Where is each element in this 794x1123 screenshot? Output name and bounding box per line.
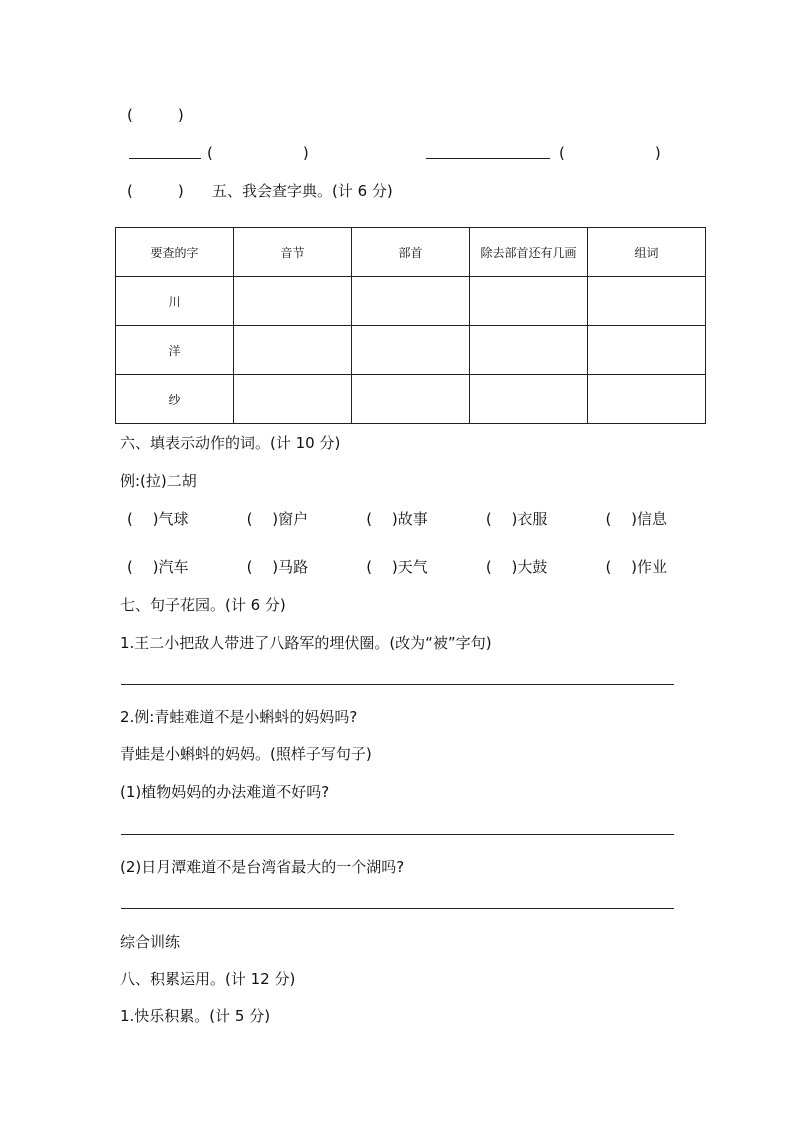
answer-line-2[interactable] xyxy=(121,834,674,835)
section7-q2-1: (1)植物妈妈的办法难道不好吗? xyxy=(120,783,330,801)
dictionary-table xyxy=(115,227,706,424)
table-row xyxy=(116,326,706,375)
table-cell[interactable] xyxy=(588,375,706,424)
section8-title: 八、积累运用。(计 12 分) xyxy=(120,970,296,988)
fill-item: ( )衣服 xyxy=(485,510,548,528)
blank-underline-2 xyxy=(426,158,550,159)
fill-item: ( )大鼓 xyxy=(485,558,548,576)
table-header-cell: 部首 xyxy=(352,228,470,277)
table-header-cell: 除去部首还有几画 xyxy=(470,228,588,277)
blank-paren-1: ( ) xyxy=(127,106,184,124)
table-cell[interactable] xyxy=(470,375,588,424)
comprehensive-heading: 综合训练 xyxy=(120,933,181,951)
table-cell[interactable] xyxy=(588,277,706,326)
table-cell: 洋 xyxy=(116,326,234,375)
section6-example: 例:(拉)二胡 xyxy=(120,472,197,490)
table-header-row xyxy=(116,228,706,277)
table-cell[interactable] xyxy=(588,326,706,375)
fill-item: ( )故事 xyxy=(366,510,428,528)
table-cell[interactable] xyxy=(352,326,470,375)
table-header-cell: 音节 xyxy=(234,228,352,277)
table-cell: 川 xyxy=(116,277,234,326)
table-cell[interactable] xyxy=(352,277,470,326)
blank-paren-2: ( ) xyxy=(207,144,309,162)
table-row xyxy=(116,277,706,326)
fill-row-1 xyxy=(127,508,667,529)
section7-q2-2: (2)日月潭难道不是台湾省最大的一个湖吗? xyxy=(120,858,405,876)
section8-q1: 1.快乐积累。(计 5 分) xyxy=(120,1007,271,1025)
fill-item: ( )信息 xyxy=(605,510,667,528)
table-cell[interactable] xyxy=(470,277,588,326)
table-cell[interactable] xyxy=(234,326,352,375)
section6-title: 六、填表示动作的词。(计 10 分) xyxy=(120,434,341,452)
section7-q2-answer: 青蛙是小蝌蚪的妈妈。(照样子写句子) xyxy=(120,745,372,763)
fill-item: ( )马路 xyxy=(246,558,309,576)
answer-line-3[interactable] xyxy=(121,908,674,909)
fill-item: ( )汽车 xyxy=(127,558,189,576)
blank-underline-1 xyxy=(129,158,201,159)
table-cell: 纱 xyxy=(116,375,234,424)
section7-q2-example: 2.例:青蛙难道不是小蝌蚪的妈妈吗? xyxy=(120,708,358,726)
fill-item: ( )天气 xyxy=(366,558,428,576)
table-header-cell: 组词 xyxy=(588,228,706,277)
table-cell[interactable] xyxy=(234,375,352,424)
table-cell[interactable] xyxy=(352,375,470,424)
section5-title: 五、我会查字典。(计 6 分) xyxy=(212,182,393,200)
table-cell[interactable] xyxy=(234,277,352,326)
fill-item: ( )作业 xyxy=(605,558,667,576)
fill-item: ( )气球 xyxy=(127,510,189,528)
table-row xyxy=(116,375,706,424)
section7-q1: 1.王二小把敌人带进了八路军的埋伏圈。(改为“被”字句) xyxy=(120,634,492,652)
answer-line-1[interactable] xyxy=(121,684,674,685)
section7-title: 七、句子花园。(计 6 分) xyxy=(120,596,286,614)
blank-paren-3: ( ) xyxy=(559,144,661,162)
fill-item: ( )窗户 xyxy=(246,510,309,528)
blank-paren-4: ( ) xyxy=(127,182,184,200)
table-cell[interactable] xyxy=(470,326,588,375)
table-header-cell: 要查的字 xyxy=(116,228,234,277)
fill-row-2 xyxy=(127,556,667,577)
